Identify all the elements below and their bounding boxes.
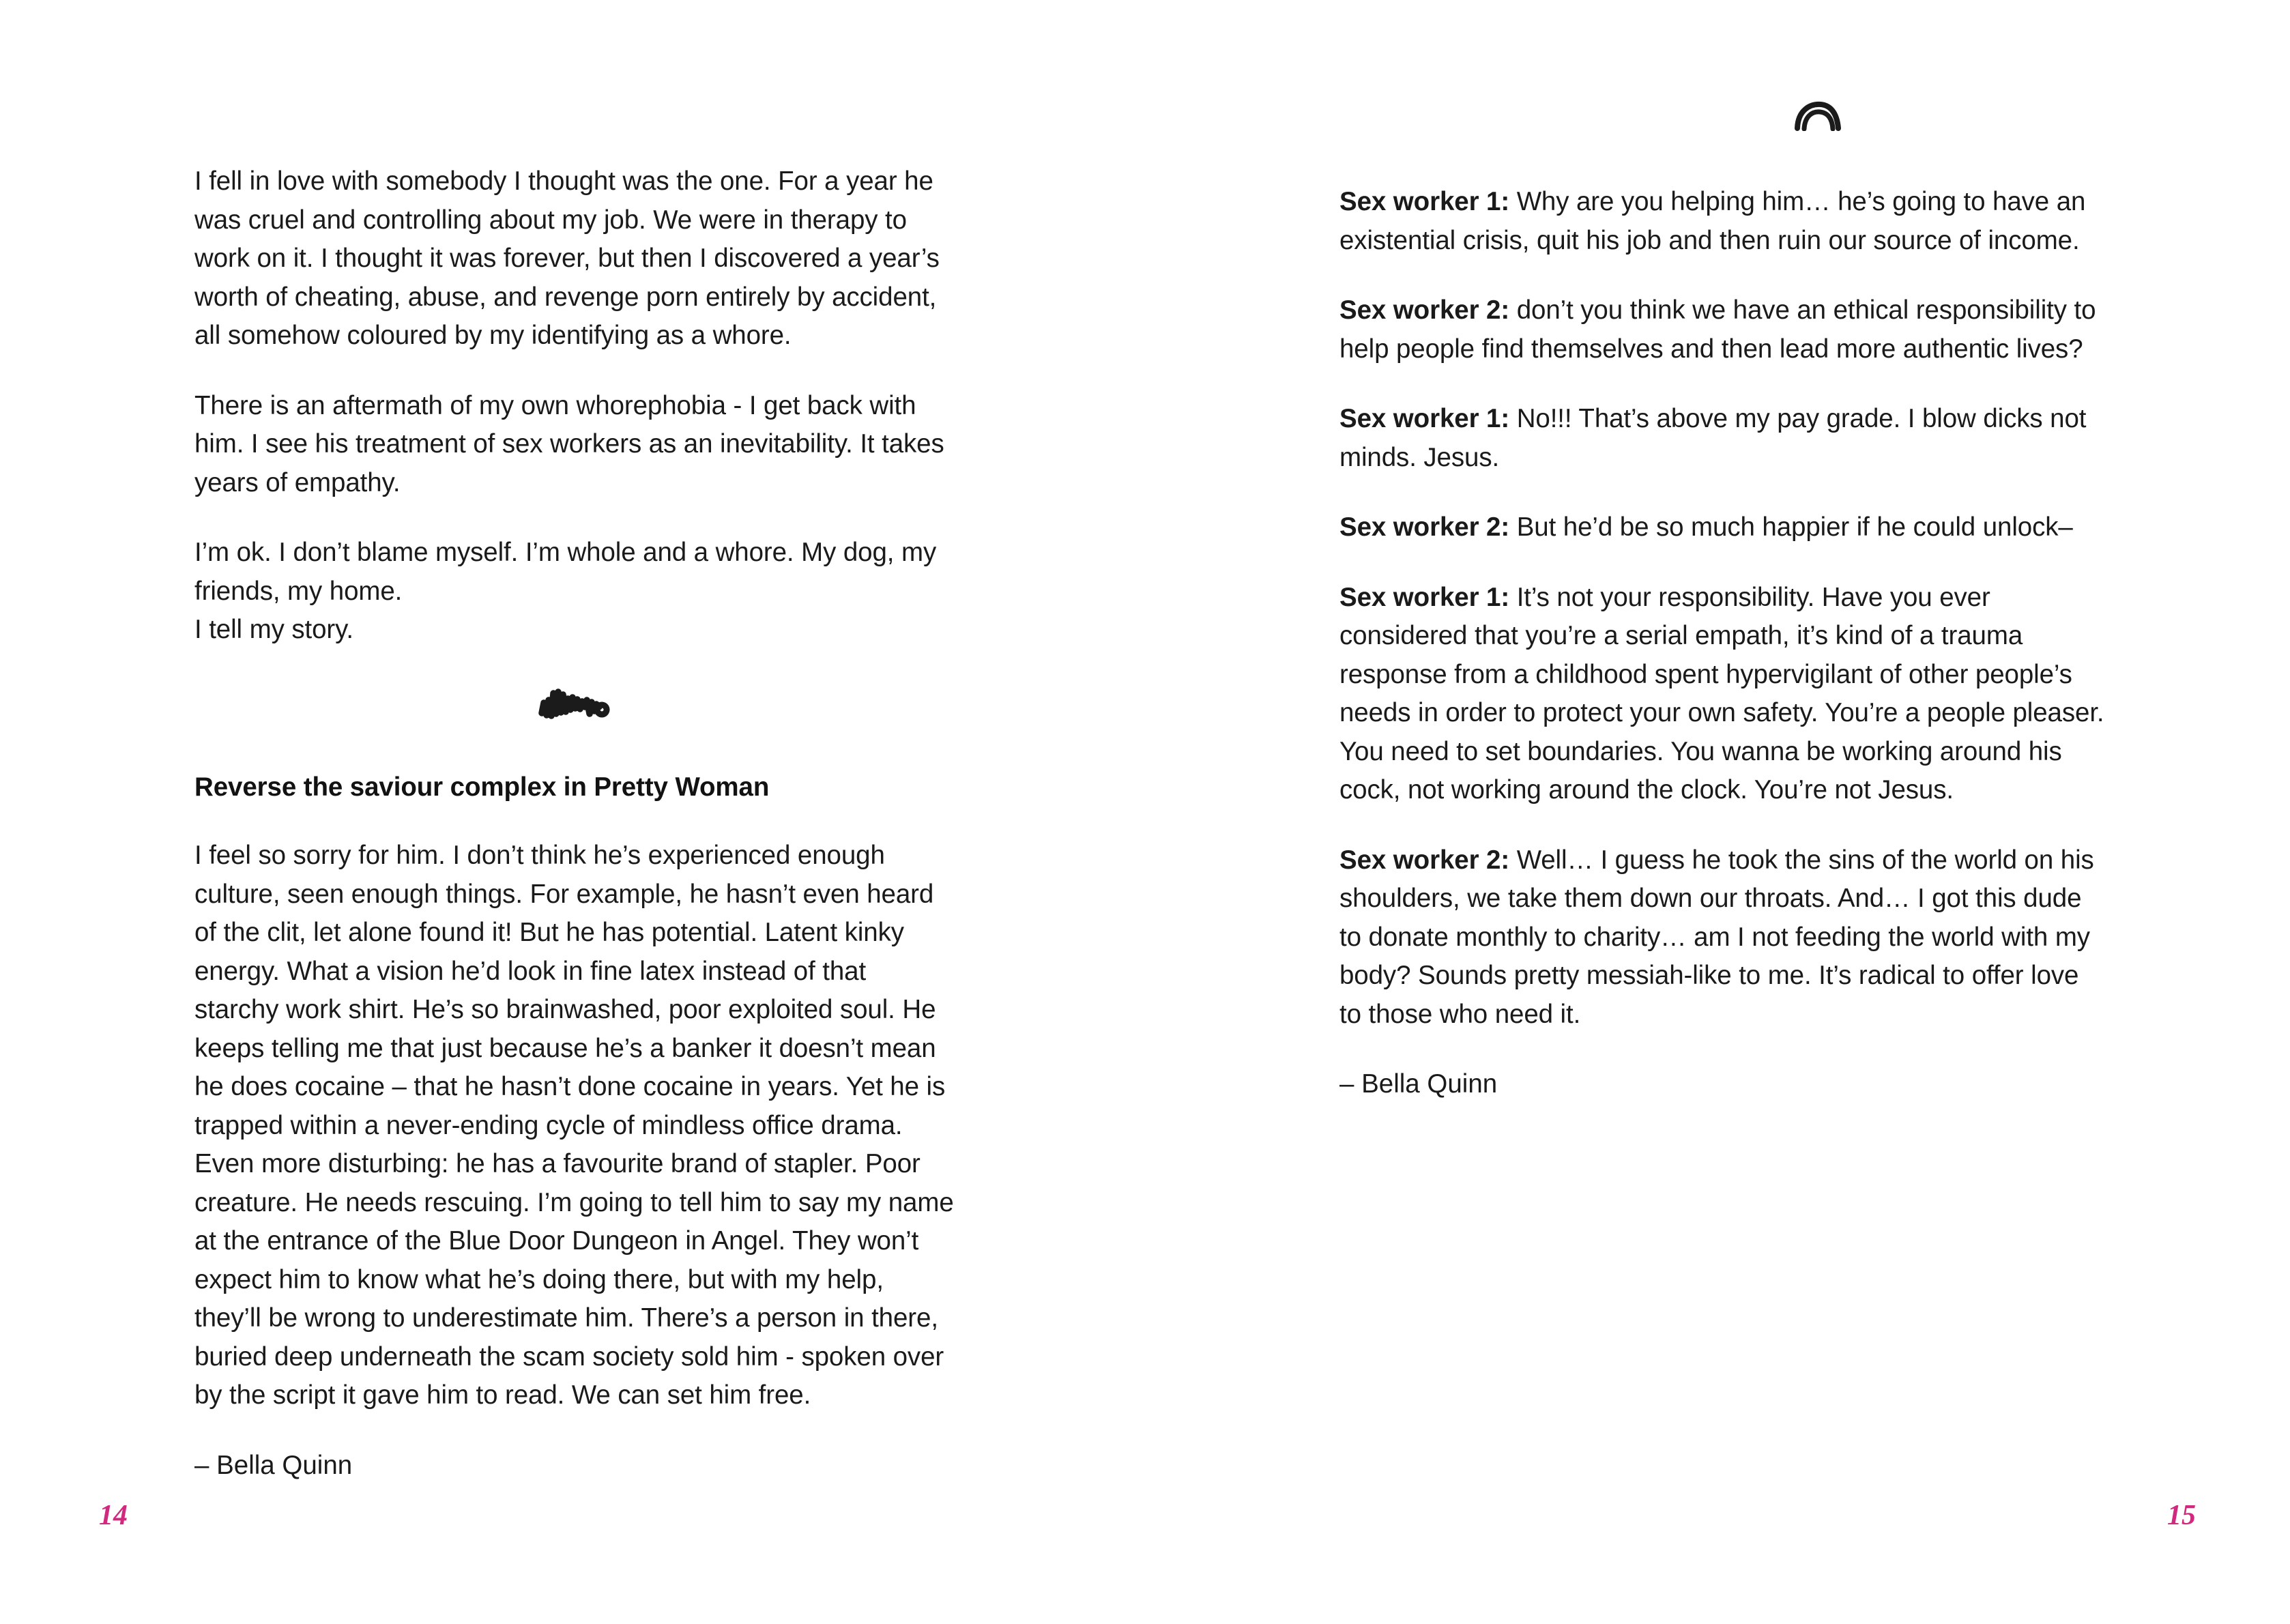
page-number-left: 14 [99, 1500, 128, 1531]
speaker-label: Sex worker 2: [1339, 512, 1510, 542]
dialogue-text: But he’d be so much happier if he could unlock– [1509, 512, 2073, 542]
paragraph: I tell my story. [194, 615, 353, 644]
scribble-ornament-container [194, 684, 955, 726]
right-page [1145, 0, 2290, 1624]
dialogue-text: Why are you helping him… he’s going to have an existential crisis, quit his job and then ruin our source of income. [1339, 187, 2086, 255]
dialogue-text: No!!! That’s above my pay grade. I blow dicks not minds. Jesus. [1339, 404, 2087, 472]
attribution: – Bella Quinn [1339, 1069, 1498, 1099]
section-heading: Reverse the saviour complex in Pretty Woman [194, 772, 770, 802]
left-page-flow [194, 162, 955, 1485]
speaker-label: Sex worker 1: [1339, 404, 1510, 433]
page-number-right: 15 [2167, 1500, 2196, 1531]
speaker-label: Sex worker 1: [1339, 582, 1510, 612]
dialogue-line [1339, 183, 2107, 260]
paragraph: I fell in love with somebody I thought was the one. For a year he was cruel and controlling about my job. We were in therapy to work on it. I thought it was forever, but then I discovered a year’s worth of cheating, abuse, and revenge porn entirely by accident, all somehow coloured by my identifying as a whore. [194, 166, 940, 350]
dialogue-line [1339, 400, 2107, 477]
paragraph: I’m ok. I don’t blame myself. I’m whole and a whore. My dog, my friends, my home. [194, 538, 937, 606]
speaker-label: Sex worker 2: [1339, 845, 1510, 875]
paragraph: I feel so sorry for him. I don’t think he’s experienced enough culture, seen enough things. For example, he hasn’t even heard of the clit, let alone found it! But he has potential. Latent kinky energy. What a vision he’d look in fine latex instead of that starchy work shirt. He’s so brainwashed, poor exploited soul. He keeps telling me that just because he’s a banker it doesn’t mean he does cocaine – that he hasn’t done cocaine in years. Yet he is trapped within a never-ending cycle of mindless office drama. Even more disturbing: he has a favourite brand of stapler. Poor creature. He needs rescuing. I’m going to tell him to say my name at the entrance of the Blue Door Dungeon in Angel. They won’t expect him to know what he’s doing there, but with my help, they’ll be wrong to underestimate him. There’s a person in there, buried deep underneath the scam society sold him - spoken over by the script it gave him to read. We can set him free. [194, 841, 954, 1410]
speaker-label: Sex worker 2: [1339, 295, 1510, 325]
right-page-flow [1339, 183, 2107, 1104]
scribble-ornament [538, 684, 612, 726]
dialogue-text: Well… I guess he took the sins of the world on his shoulders, we take them down our throats. And… I got this dude to donate monthly to charity… am I not feeding the world with my body? Sounds pretty messiah-like to me. It’s radical to offer love to those who need it. [1339, 845, 2094, 1029]
dialogue-text: It’s not your responsibility. Have you ever considered that you’re a serial empath, it’s kind of a trauma response from a childhood spent hypervigilant of other people’s needs in order to protect your own safety. You’re a people pleaser. You need to set boundaries. You wanna be working around his cock, not working around the clock. You’re not Jesus. [1339, 582, 2104, 804]
left-text-column [194, 0, 955, 1624]
dialogue-line [1339, 291, 2107, 368]
dialogue-line [1339, 508, 2107, 547]
right-text-column [1339, 0, 2107, 1624]
dialogue-line [1339, 841, 2107, 1034]
dialogue-text: don’t you think we have an ethical responsibility to help people find themselves and then lead more authentic lives? [1339, 295, 2096, 364]
speaker-label: Sex worker 1: [1339, 187, 1510, 216]
attribution: – Bella Quinn [194, 1450, 353, 1480]
dialogue-line [1339, 579, 2107, 810]
paragraph: There is an aftermath of my own whorephobia - I get back with him. I see his treatment of sex workers as an inevitability. It takes years of empathy. [194, 390, 944, 497]
